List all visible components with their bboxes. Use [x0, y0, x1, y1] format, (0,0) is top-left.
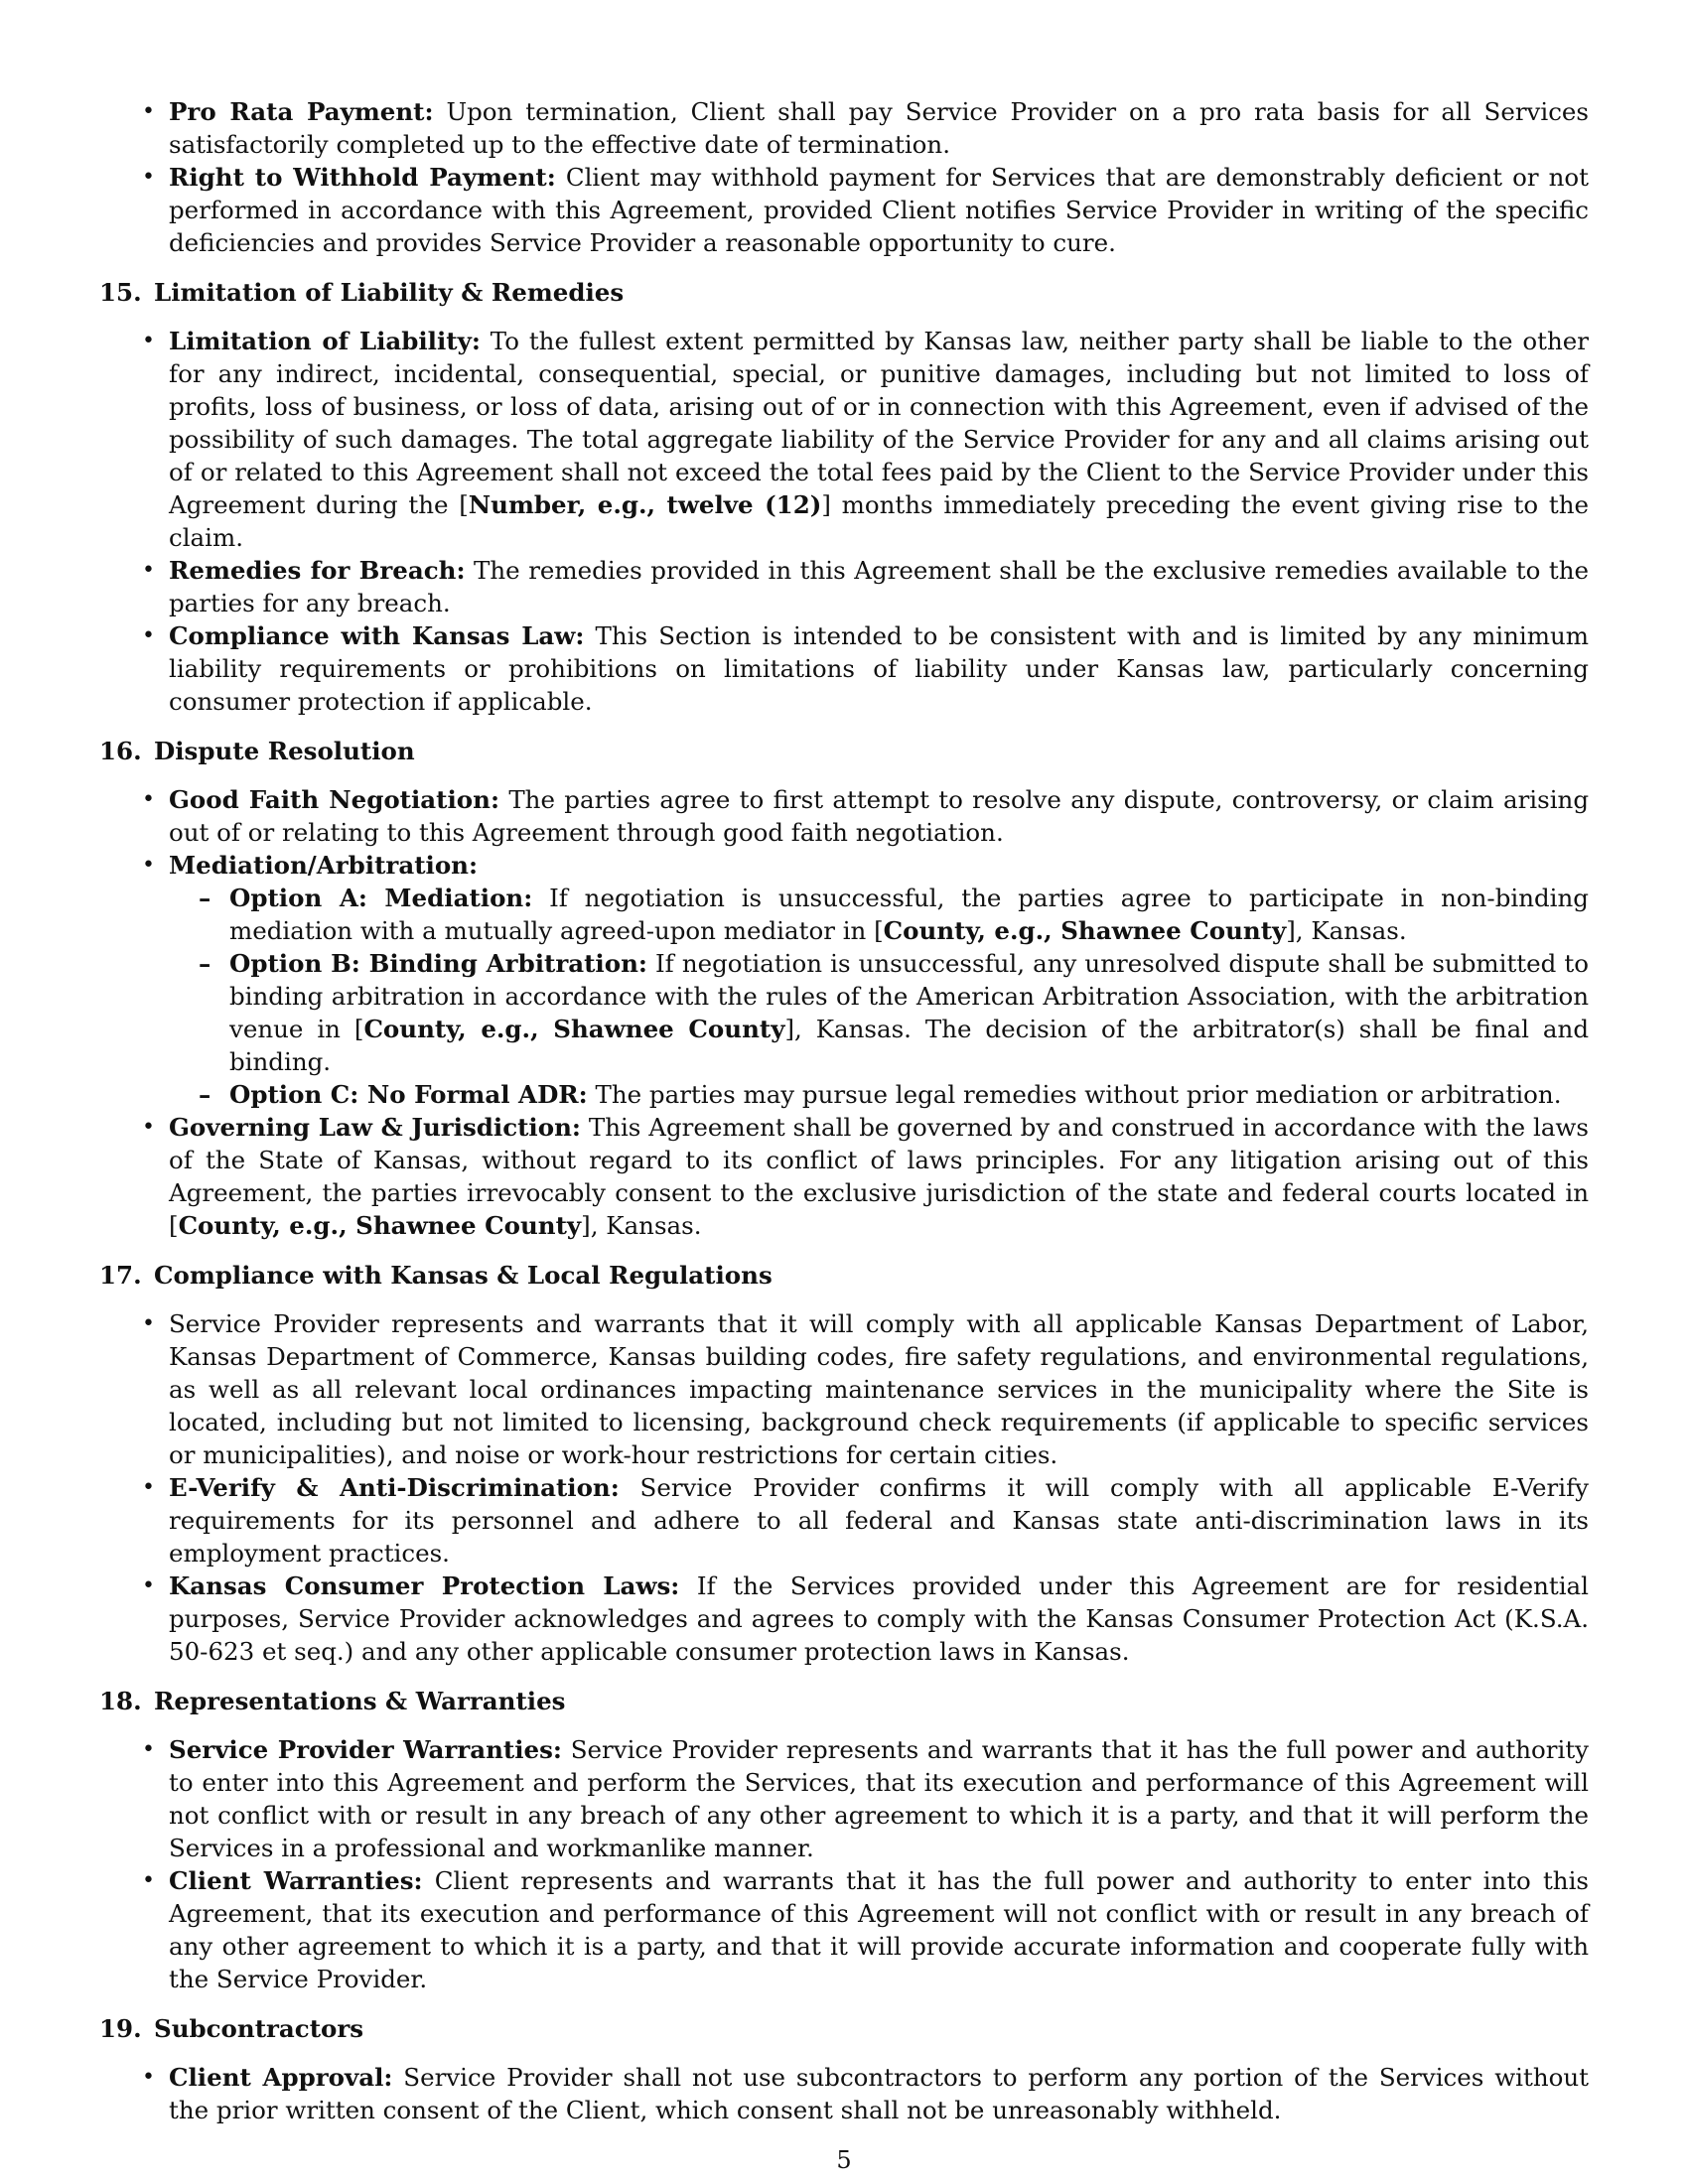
- sub-list-item: [169, 882, 1589, 947]
- section-title: Compliance with Kansas & Local Regulations: [154, 1261, 773, 1290]
- clause-text: This Agreement shall be governed by and construed in accordance with the laws of the State of Kansas, without regard to its conflict of laws principles. For any litigation arising out of this Agreement, the parties irrevocably consent to the exclusive jurisdiction of the state and federal courts located in [: [169, 1113, 1589, 1240]
- section-18-list: [99, 1733, 1589, 1995]
- adr-options-list: [169, 882, 1589, 1111]
- clause-label: Mediation/Arbitration:: [169, 851, 479, 880]
- clause-label: Client Approval:: [169, 2063, 393, 2092]
- placeholder-field: Number, e.g., twelve (12): [468, 490, 822, 519]
- list-item: [99, 1111, 1589, 1242]
- list-item: [99, 161, 1589, 259]
- sub-list-item: [169, 947, 1589, 1078]
- list-item: [99, 849, 1589, 1111]
- clause-text: ], Kansas.: [581, 1211, 702, 1240]
- clause-text: The parties may pursue legal remedies without prior mediation or arbitration.: [587, 1080, 1562, 1109]
- clause-label: Client Warranties:: [169, 1866, 423, 1895]
- list-item: [99, 1733, 1589, 1864]
- clause-label: Compliance with Kansas Law:: [169, 621, 585, 650]
- list-item: [99, 95, 1589, 161]
- clause-text: ], Kansas.: [1286, 916, 1407, 945]
- clause-label: Kansas Consumer Protection Laws:: [169, 1571, 680, 1600]
- clause-text: Service Provider shall not use subcontractors to perform any portion of the Services without the prior written consent of the Client, which consent shall not be unreasonably withheld.: [169, 2063, 1589, 2124]
- section-19-heading: [99, 2012, 1589, 2045]
- clause-text: Service Provider confirms it will comply with all applicable E-Verify requirements for its personnel and adhere to all federal and Kansas state anti-discrimination laws in its employment practices.: [169, 1473, 1589, 1568]
- clause-text: If the Services provided under this Agreement are for residential purposes, Service Provider acknowledges and agrees to comply with the Kansas Consumer Protection Act (K.S.A. 50-623 et seq.) and any other applicable consumer protection laws in Kansas.: [169, 1571, 1589, 1666]
- clause-text: ], Kansas. The decision of the arbitrator(s) shall be final and binding.: [229, 1015, 1590, 1076]
- placeholder-field: County, e.g., Shawnee County: [363, 1015, 785, 1043]
- clause-label: Pro Rata Payment:: [169, 97, 434, 126]
- section-title: Dispute Resolution: [154, 737, 415, 765]
- section-number: 19.: [99, 2014, 142, 2043]
- sub-list-item: [169, 1078, 1589, 1111]
- option-label: Option C: No Formal ADR:: [229, 1080, 588, 1109]
- option-label: Option B: Binding Arbitration:: [229, 949, 647, 978]
- section-title: Subcontractors: [154, 2014, 364, 2043]
- document-page: [99, 95, 1589, 2126]
- placeholder-field: County, e.g., Shawnee County: [178, 1211, 582, 1240]
- section-17-heading: [99, 1259, 1589, 1292]
- clause-label: Limitation of Liability:: [169, 327, 481, 355]
- clause-text: Service Provider represents and warrants that it will comply with all applicable Kansas Department of Labor, Kansas Department of Commerce, Kansas building codes, fire safety regulations, and environmental regulations, as well as all relevant local ordinances impacting maintenance services in the municipality where the Site is located, including but not limited to licensing, background check requirements (if applicable to specific services or municipalities), and noise or work-hour restrictions for certain cities.: [169, 1309, 1589, 1469]
- placeholder-field: County, e.g., Shawnee County: [883, 916, 1287, 945]
- section-14-list: [99, 95, 1589, 259]
- section-16-heading: [99, 735, 1589, 767]
- section-17-list: [99, 1307, 1589, 1668]
- section-number: 17.: [99, 1261, 142, 1290]
- list-item: [99, 325, 1589, 554]
- list-item: [99, 554, 1589, 619]
- clause-text: To the fullest extent permitted by Kansas law, neither party shall be liable to the other for any indirect, incidental, consequential, special, or punitive damages, including but not limited to loss of profits, loss of business, or loss of data, arising out of or in connection with this Agreement, even if advised of the possibility of such damages. The total aggregate liability of the Service Provider for any and all claims arising out of or related to this Agreement shall not exceed the total fees paid by the Client to the Service Provider under this Agreement during the [: [169, 327, 1589, 519]
- list-item: [99, 1864, 1589, 1995]
- section-19-list: [99, 2061, 1589, 2126]
- clause-label: Good Faith Negotiation:: [169, 785, 500, 814]
- clause-text: This Section is intended to be consistent with and is limited by any minimum liability requirements or prohibitions on limitations of liability under Kansas law, particularly concerning consumer protection if applicable.: [169, 621, 1589, 716]
- list-item: [99, 1570, 1589, 1668]
- clause-text: If negotiation is unsuccessful, the parties agree to participate in non-binding mediation with a mutually agreed-upon mediator in [: [229, 884, 1589, 945]
- section-title: Representations & Warranties: [154, 1687, 566, 1715]
- clause-text: Client represents and warrants that it has the full power and authority to enter into this Agreement, that its execution and performance of this Agreement will not conflict with or result in any breach of any other agreement to which it is a party, and that it will provide accurate information and cooperate fully with the Service Provider.: [169, 1866, 1589, 1993]
- clause-text: Service Provider represents and warrants that it has the full power and authority to enter into this Agreement and perform the Services, that its execution and performance of this Agreement will not conflict with or result in any breach of any other agreement to which it is a party, and that it will perform the Services in a professional and workmanlike manner.: [169, 1735, 1590, 1862]
- option-label: Option A: Mediation:: [229, 884, 533, 912]
- list-item: [99, 619, 1589, 718]
- section-number: 16.: [99, 737, 142, 765]
- section-16-list: [99, 783, 1589, 1242]
- section-number: 15.: [99, 278, 142, 307]
- clause-text: ] months immediately preceding the event giving rise to the claim.: [169, 490, 1589, 552]
- clause-label: Remedies for Breach:: [169, 556, 466, 585]
- clause-label: Right to Withhold Payment:: [169, 163, 556, 192]
- section-15-heading: [99, 276, 1589, 309]
- list-item: [99, 783, 1589, 849]
- section-18-heading: [99, 1685, 1589, 1717]
- section-title: Limitation of Liability & Remedies: [154, 278, 625, 307]
- list-item: [99, 1471, 1589, 1570]
- clause-label: Service Provider Warranties:: [169, 1735, 562, 1764]
- section-number: 18.: [99, 1687, 142, 1715]
- clause-text: The remedies provided in this Agreement shall be the exclusive remedies available to the parties for any breach.: [169, 556, 1589, 617]
- clause-text: If negotiation is unsuccessful, any unresolved dispute shall be submitted to binding arbitration in accordance with the rules of the American Arbitration Association, with the arbitration venue in [: [229, 949, 1590, 1043]
- section-15-list: [99, 325, 1589, 718]
- clause-label: Governing Law & Jurisdiction:: [169, 1113, 581, 1142]
- clause-text: Upon termination, Client shall pay Service Provider on a pro rata basis for all Services satisfactorily completed up to the effective date of termination.: [169, 97, 1589, 159]
- clause-label: E-Verify & Anti-Discrimination:: [169, 1473, 620, 1502]
- list-item: [99, 1307, 1589, 1471]
- page-number: 5: [836, 2146, 852, 2174]
- clause-text: The parties agree to first attempt to resolve any dispute, controversy, or claim arising out of or relating to this Agreement through good faith negotiation.: [169, 785, 1590, 847]
- clause-text: Client may withhold payment for Services that are demonstrably deficient or not performed in accordance with this Agreement, provided Client notifies Service Provider in writing of the specific deficiencies and provides Service Provider a reasonable opportunity to cure.: [169, 163, 1589, 257]
- list-item: [99, 2061, 1589, 2126]
